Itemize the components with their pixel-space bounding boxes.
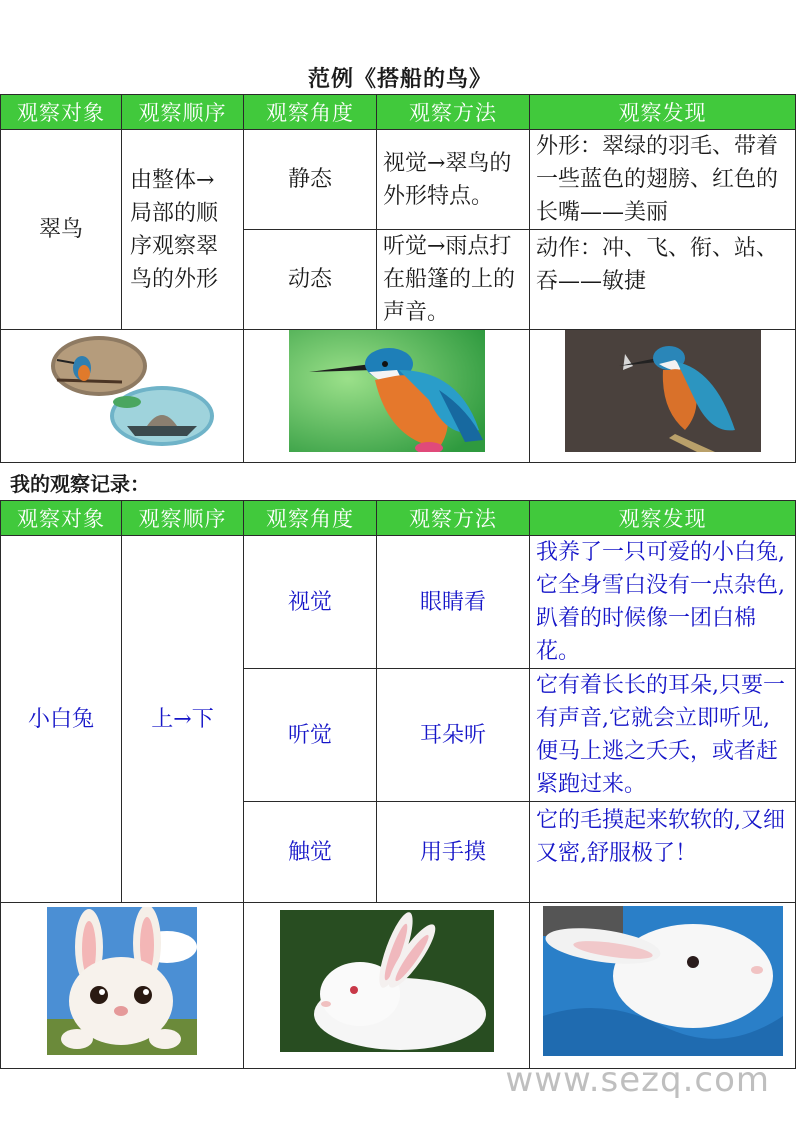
- header-method: 观察方法: [377, 95, 530, 130]
- my-order: 上→下: [122, 536, 244, 903]
- white-rabbit-on-grass-image: [280, 910, 494, 1052]
- header-finding: 观察发现: [530, 501, 796, 536]
- example-table: [0, 94, 796, 463]
- example-order: 由整体→局部的顺序观察翠鸟的外形: [122, 130, 244, 330]
- header-order: 观察顺序: [122, 501, 244, 536]
- header-finding: 观察发现: [530, 95, 796, 130]
- header-object: 观察对象: [1, 95, 122, 130]
- my-angle-2: 听觉: [244, 669, 377, 802]
- my-angle-3: 触觉: [244, 802, 377, 903]
- kingfisher-closeup-image: [289, 330, 485, 452]
- example-image-row: [1, 330, 796, 463]
- example-header-row: [1, 95, 796, 130]
- kingfisher-closeup-image-cell: [244, 330, 530, 463]
- kingfisher-on-branch-and-boat-image: [27, 330, 217, 452]
- example-finding-1: 外形：翠绿的羽毛、带着一些蓝色的翅膀、红色的长嘴——美丽: [530, 130, 796, 230]
- header-object: 观察对象: [1, 501, 122, 536]
- example-method-2: 听觉→雨点打在船篷的上的声音。: [377, 230, 530, 330]
- table-row: [1, 130, 796, 230]
- my-record-table: [0, 500, 796, 1069]
- example-method-1: 视觉→翠鸟的外形特点。: [377, 130, 530, 230]
- white-rabbit-grass-image-cell: [244, 903, 530, 1069]
- header-order: 观察顺序: [122, 95, 244, 130]
- example-finding-2: 动作：冲、飞、衔、站、吞——敏捷: [530, 230, 796, 330]
- my-header-row: [1, 501, 796, 536]
- my-finding-1: 我养了一只可爱的小白兔,它全身雪白没有一点杂色,趴着的时候像一团白棉花。: [530, 536, 796, 669]
- my-finding-2: 它有着长长的耳朵,只要一有声音,它就会立即听见,便马上逃之夭夭，或者赶紧跑过来。: [530, 669, 796, 802]
- my-method-2: 耳朵听: [377, 669, 530, 802]
- header-angle: 观察角度: [244, 95, 377, 130]
- cartoon-rabbit-image: [47, 907, 197, 1055]
- table-row: [1, 536, 796, 669]
- kingfisher-with-fish-image: [565, 330, 761, 452]
- my-image-row: [1, 903, 796, 1069]
- watermark: www.sezq.com: [505, 1060, 770, 1100]
- my-record-label: 我的观察记录：: [10, 472, 150, 496]
- white-rabbit-on-blue-blanket-image: [543, 906, 783, 1056]
- example-object: 翠鸟: [1, 130, 122, 330]
- white-rabbit-blanket-image-cell: [530, 903, 796, 1069]
- kingfisher-with-fish-image-cell: [530, 330, 796, 463]
- example-angle-2: 动态: [244, 230, 377, 330]
- example-angle-1: 静态: [244, 130, 377, 230]
- my-object: 小白兔: [1, 536, 122, 903]
- header-method: 观察方法: [377, 501, 530, 536]
- kingfisher-boat-image-cell: [1, 330, 244, 463]
- page-title: 范例《搭船的鸟》: [307, 66, 492, 92]
- my-finding-3: 它的毛摸起来软软的,又细又密,舒服极了！: [530, 802, 796, 903]
- cartoon-rabbit-image-cell: [1, 903, 244, 1069]
- my-method-1: 眼睛看: [377, 536, 530, 669]
- my-angle-1: 视觉: [244, 536, 377, 669]
- header-angle: 观察角度: [244, 501, 377, 536]
- my-method-3: 用手摸: [377, 802, 530, 903]
